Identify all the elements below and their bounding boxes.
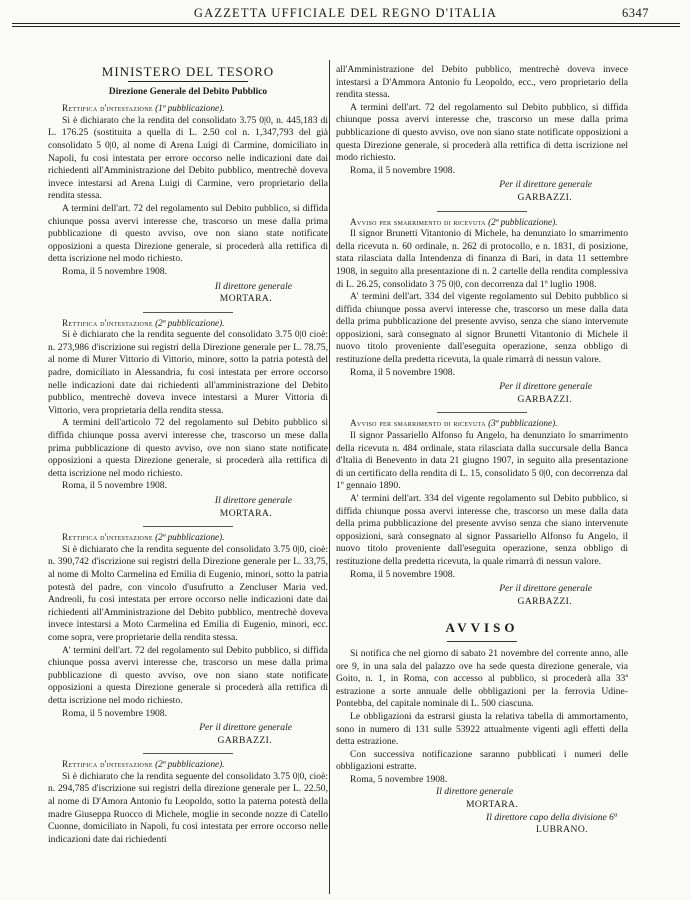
header-rule (12, 23, 680, 24)
notice-heading-pub: (3ª pubblicazione). (488, 418, 558, 429)
section-rule (437, 412, 527, 413)
notice-paragraph: A termini dell'art. 72 del regolamento sul Debito pubblico, si diffida chiunque possa avervi interesse che, trascorso un mese dalla prima pubblicazione di questo avviso, ove non siano state notificate opposizioni a questa Direzione generale, si procederà alla rettifica di detta iscrizione nel modo richiesto. (48, 202, 328, 265)
notice-heading (48, 317, 328, 330)
notice-heading-label: Avviso per smarrimento di ricevuta (350, 418, 486, 429)
notice-heading (48, 531, 328, 544)
notice-rettifica-4 (48, 758, 328, 846)
avviso-signature-name-1: MORTARA. (466, 799, 519, 811)
signature-name: MORTARA. (219, 293, 272, 305)
notice-rettifica-2 (48, 317, 328, 528)
notice-heading (48, 102, 328, 115)
ministry-heading: MINISTERO DEL TESORO (101, 64, 275, 79)
avviso-notice (336, 622, 628, 837)
notice-paragraph: Il signor Passariello Alfonso fu Angelo, ha denunziato lo smarrimento della ricevuta n. 484 ordinale, stata rilasciata dalla succursale della Banca d'Italia di Benevento in data 21 giugno 1907, in seguito alla presentazione di un certificato della rendita di L. 15, consolidato 5 0|0, con decorrenza dal 1º gennaio 1890. (336, 430, 628, 492)
notice-place-date: Roma, il 5 novembre 1908. (62, 265, 167, 277)
notice-heading-pub: (2ª pubblicazione). (155, 532, 225, 543)
notice-heading-pub: (2ª pubblicazione). (155, 317, 225, 328)
notice-heading-label: Avviso per smarrimento di ricevuta (350, 216, 486, 227)
notice-paragraph: Si è dichiarato che la rendita seguente del consolidato 3.75 0|0 cioè: n. 273,986 d'iscrizione sui registri della Direzione generale per L. 78.75, al nome di Murer Vittorio di Vittorio, minore, sotto la patria potestà del padre, domiciliato in Alessandria, fu così intestata per errore occorso nelle indicazioni date dai richiedenti all'amministrazione del Debito pubblico, mentrechè doveva invece intestarsi a Murer Vittoria di Vittorio, vera proprietaria della rendita stessa. (48, 329, 328, 416)
notice-paragraph: Il signor Brunetti Vitantonio di Michele, ha denunziato lo smarrimento della ricevuta n. 60 ordinale, n. 262 di protocollo, e n. 1831, di posizione, stata rilasciata dalla Intendenza di finanza di Bari, in data 11 settembre 1908, in seguito alla presentazione di n. 2 cartelle della rendita complessiva di L. 26.25, consolidato 3 75 0|0, con decorrenza dal 1º luglio 1908. (336, 228, 628, 290)
right-column (336, 64, 628, 837)
notice-heading-pub: (1ª pubblicazione). (155, 103, 225, 114)
signature-role: Per il direttore generale (499, 179, 592, 191)
left-column (48, 64, 328, 846)
notice-continuation-paragraph: A termini dell'art. 72 del regolamento sul Debito pubblico, si diffida chiunque possa avervi interesse che, trascorso un mese dalla prima pubblicazione di questo avviso, ove non siano state notificate opposizioni a questa Direzione generale, si procederà alla rettifica di detta iscrizione nel modo richiesto. (336, 101, 628, 164)
signature-role: Per il direttore generale (499, 583, 592, 595)
notice-paragraph: A' termini dell'art. 334 del vigente regolamento sul Debito pubblico si diffida chiunque possa avervi interesse che, trascorso un mese dalla data della prima pubblicazione del presente avviso, senza che siano intervenute opposizioni, sarà consegnato al signor Brunetti Vitantonio di Michele il nuovo titolo proveniente dall'eseguita operazione, senza obbligo di restituzione della predetta ricevuta, la quale rimarrà di nessun valore. (336, 291, 628, 366)
notice-heading-pub: (2ª pubblicazione). (155, 759, 225, 770)
avviso-title: AVVISO (445, 620, 519, 636)
notice-heading-label: Rettifica d'intestazione (62, 317, 153, 328)
notice-place-date: Roma, il 5 novembre 1908. (62, 480, 167, 492)
notice-smarrimento-2 (336, 417, 628, 608)
directorate-heading: Direzione Generale del Debito Pubblico (108, 86, 268, 97)
avviso-signature-name-2: LUBRANO. (536, 824, 588, 836)
signature-role: Per il direttore generale (499, 381, 592, 393)
avviso-signature-role-2: Il direttore capo della divisione 6ª (486, 811, 617, 823)
section-rule (143, 526, 233, 527)
notice-continuation-paragraph: all'Amministrazione del Debito pubblico, mentrechè doveva invece intestarsi a D'Ammora Antonio fu Leopoldo, ecc., vero proprietario della rendita stessa. (336, 64, 628, 101)
notice-paragraph: Si è dichiarato che la rendita seguente del consolidato 3.75 0|0, cioè: n. 390,742 d'iscrizione sui registri della Direzione generale per L. 33,75, al nome di Molto Carmelina ed Emilia di Eugenio, minori, sotto la patria potestà del padre, con vincolo d'usufrutto a Zencluser Maria ved. Andreoli, fu così intestata per errore occorso nelle indicazioni date dai richiedenti all'Amministrazione del Debito pubblico, mentrechè doveva invece intestarsi a Moto Carmelina ed Emilia di Eugenio, minori, ecc. come sopra, vere proprietarie della rendita stessa. (48, 543, 328, 643)
signature-name: GARBAZZI. (517, 191, 572, 203)
notice-heading-pub: (2ª pubblicazione). (488, 216, 558, 227)
avviso-paragraph: Si notifica che nel giorno di sabato 21 novembre del corrente anno, alle ore 9, in una sala del palazzo ove ha sede questa direzione generale, via Goito, n. 1, in Roma, con accesso al pubblico, si procederà alla 33ª estrazione a sorte annuale delle obbligazioni per la ferrovia Udine-Pontebba, del capitale nominale di L. 500 ciascuna. (336, 647, 628, 710)
notice-heading (336, 417, 628, 430)
notice-paragraph: Si è dichiarato che la rendita del consolidato 3.75 0|0, n. 445,183 di L. 176.25 (sostituita a quella di L. 2.50 col n. 1,347,793 del già consolidato 5 0|0, al nome di Arena Luigi di Carmine, domiciliato in Napoli, fu così intestata per errore occorso nelle indicazioni date dai richiedenti all'Amministrazione del Debito pubblico, mentrechè doveva invece intestarsi ad Arena Luigi di Carmine, vero proprietario della rendita stessa. (48, 114, 328, 202)
notice-smarrimento-1 (336, 216, 628, 414)
notice-heading-label: Rettifica d'intestazione (62, 532, 153, 543)
notice-place-date: Roma, il 5 novembre 1908. (350, 164, 455, 176)
signature-name: MORTARA. (219, 507, 272, 519)
signature-role: Il direttore generale (214, 495, 292, 506)
notice-paragraph: A termini dell'articolo 72 del regolamento sul Debito pubblico si diffida chiunque possa avervi interesse che, trascorso un mese dalla prima pubblicazione di questo avviso, ove non siano state notificate opposizioni a questa Direzione generale, si procederà alla rettifica di detta iscrizione nel modo richiesto. (48, 417, 328, 479)
signature-role: Per il direttore generale (199, 722, 292, 734)
notice-place-date: Roma, il 5 novembre 1908. (62, 707, 167, 719)
notice-heading (48, 758, 328, 771)
avviso-rule (447, 641, 517, 642)
avviso-signature-role-1: Il direttore generale (436, 786, 514, 798)
notice-paragraph: Si è dichiarato che la rendita seguente del consolidato 3.75 0|0, cioè: n. 294,785 d'iscrizione sui registri della direzione generale per L. 22.50, al nome di D'Amora Antonio fu Leopoldo, sotto la paterna potestà della madre Giuseppa Ruocco di Michele, moglie in seconde nozze di Catello Cuonne, domiciliato in Napoli, fu così intestata per errore occorso nelle indicazioni date dai richiedenti (48, 770, 328, 845)
signature-name: GARBAZZI. (517, 595, 572, 607)
page-number: 6347 (622, 6, 649, 20)
notice-paragraph: A' termini dell'art. 72 del regolamento sul Debito pubblico, si diffida chiunque possa avervi interesse che, trascorso un mese dalla prima pubblicazione di questo avviso, ove non siano state notificate opposizioni a questa Direzione generale si procederà alla rettifica di detta iscrizione nel modo richiesto. (48, 644, 328, 706)
column-divider (329, 60, 330, 894)
ministry-rule (128, 81, 248, 82)
avviso-paragraph: Con successiva notificazione saranno pubblicati i numeri delle obbligazioni estratte. (336, 748, 628, 773)
notice-place-date: Roma, il 5 novembre 1908. (350, 568, 455, 580)
avviso-place-date: Roma, 5 novembre 1908. (350, 773, 448, 785)
signature-name: GARBAZZI. (217, 734, 272, 746)
section-rule (143, 753, 233, 754)
avviso-paragraph: Le obbligazioni da estrarsi giusta la relativa tabella di ammortamento, sono in numero di 131 sulle 53922 attualmente vigenti agli effetti della detta estrazione. (336, 710, 628, 748)
signature-role: Il direttore generale (214, 280, 292, 292)
section-rule (437, 211, 527, 212)
gazette-title: GAZZETTA UFFICIALE DEL REGNO D'ITALIA (193, 6, 498, 20)
header-rule-thin (12, 26, 680, 27)
notice-rettifica-1 (48, 102, 328, 313)
notice-heading-label: Rettifica d'intestazione (62, 759, 153, 770)
notice-heading (336, 216, 628, 229)
notice-place-date: Roma, il 5 novembre 1908. (350, 366, 455, 378)
notice-rettifica-3 (48, 531, 328, 754)
signature-name: GARBAZZI. (517, 393, 572, 405)
notice-heading-label: Rettifica d'intestazione (62, 103, 153, 114)
section-rule (143, 312, 233, 313)
notice-paragraph: A' termini dell'art. 334 del vigente regolamento sul Debito pubblico, si diffida chiunque possa avervi interesse che, trascorso un mese dalla data della prima pubblicazione del presente avviso senza che siano intervenute opposizioni, sarà consegnato al signor Passariello Alfonso fu Angelo, il nuovo titolo proveniente dall'eseguita operazione, senza obbligo di restituzione della predetta ricevuta, la quale rimarrà di nessun valore. (336, 493, 628, 567)
